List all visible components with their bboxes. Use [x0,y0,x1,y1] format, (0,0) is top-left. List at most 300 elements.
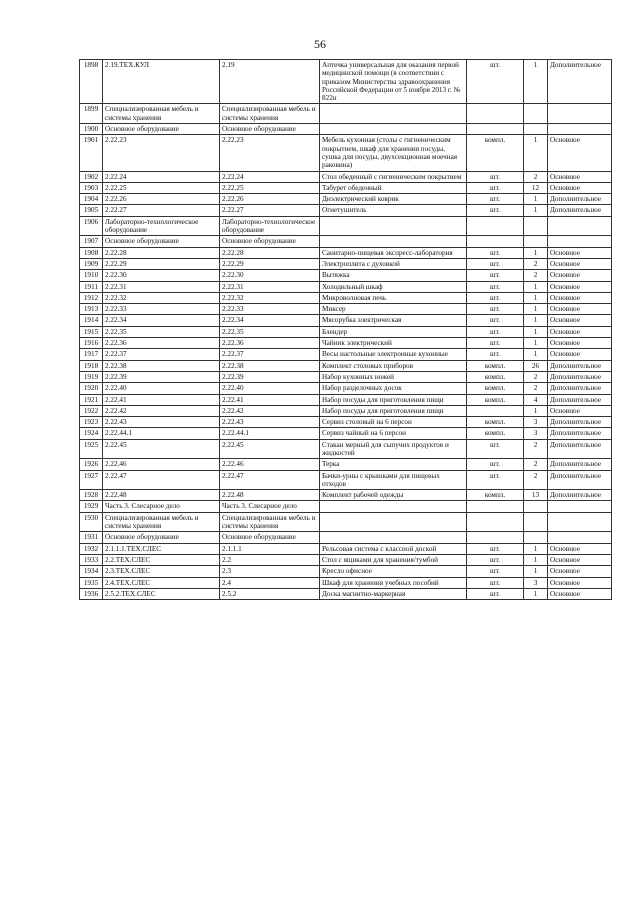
unit-cell [467,532,524,543]
reference-code-cell: Специализированная мебель и системы хранения [220,104,320,124]
table-row [80,236,612,247]
row-number-cell: 1899 [80,104,103,124]
item-code-cell: 2.22.31 [103,281,220,292]
table-row [80,315,612,326]
table-row [80,247,612,258]
equipment-type-cell: Основное [548,135,612,171]
equipment-type-cell [548,216,612,236]
item-name-cell: Огнетушитель [320,205,467,216]
item-code-cell: 2.3.ТЕХ.СЛЕС [103,566,220,577]
item-name-cell: Шкаф для хранения учебных пособий [320,577,467,588]
table-row [80,182,612,193]
table-row [80,360,612,371]
reference-code-cell: 2.22.27 [220,205,320,216]
table-row [80,124,612,135]
reference-code-cell: 2.22.25 [220,182,320,193]
item-name-cell [320,501,467,512]
equipment-type-cell: Основное [548,270,612,281]
table-row [80,292,612,303]
reference-code-cell: 2.22.39 [220,371,320,382]
reference-code-cell: 2.22.41 [220,394,320,405]
quantity-cell: 1 [524,588,548,599]
quantity-cell: 13 [524,490,548,501]
item-code-cell: 2.22.45 [103,439,220,459]
quantity-cell [524,236,548,247]
table-row [80,171,612,182]
row-number-cell: 1916 [80,338,103,349]
row-number-cell: 1900 [80,124,103,135]
item-name-cell: Комплект рабочей одежды [320,490,467,501]
table-row [80,543,612,554]
unit-cell: шт. [467,205,524,216]
item-name-cell: Сервиз столовый на 6 персон [320,417,467,428]
item-name-cell: Комплект столовых приборов [320,360,467,371]
table-row [80,394,612,405]
equipment-type-cell: Основное [548,349,612,360]
equipment-table [79,59,612,600]
quantity-cell: 4 [524,394,548,405]
item-name-cell: Табурет обеденный [320,182,467,193]
reference-code-cell: 2.22.24 [220,171,320,182]
equipment-type-cell [548,236,612,247]
unit-cell: шт. [467,566,524,577]
item-code-cell: 2.22.35 [103,326,220,337]
reference-code-cell: Основное оборудование [220,124,320,135]
row-number-cell: 1903 [80,182,103,193]
equipment-type-cell: Дополнительное [548,439,612,459]
item-code-cell: 2.22.26 [103,194,220,205]
equipment-type-cell: Основное [548,304,612,315]
reference-code-cell: 2.22.28 [220,247,320,258]
table-row [80,405,612,416]
item-name-cell: Мебель кухонная (столы с гигиеническим покрытием, шкаф для хранения посуды, сушка для посуды, двухсекционная моечная раковина) [320,135,467,171]
quantity-cell: 1 [524,566,548,577]
item-code-cell: 2.22.41 [103,394,220,405]
reference-code-cell: 2.22.33 [220,304,320,315]
equipment-type-cell: Дополнительное [548,371,612,382]
quantity-cell: 1 [524,304,548,315]
row-number-cell: 1922 [80,405,103,416]
row-number-cell: 1930 [80,512,103,532]
table-row [80,216,612,236]
reference-code-cell: 2.19 [220,60,320,104]
row-number-cell: 1909 [80,258,103,269]
table-row [80,194,612,205]
reference-code-cell: 2.22.36 [220,338,320,349]
item-code-cell: 2.22.37 [103,349,220,360]
item-code-cell: 2.22.42 [103,405,220,416]
table-row [80,326,612,337]
unit-cell [467,104,524,124]
quantity-cell [524,124,548,135]
row-number-cell: 1907 [80,236,103,247]
page-number: 56 [314,37,326,51]
quantity-cell: 3 [524,417,548,428]
row-number-cell: 1905 [80,205,103,216]
item-code-cell: 2.22.38 [103,360,220,371]
table-row [80,439,612,459]
unit-cell [467,501,524,512]
row-number-cell: 1902 [80,171,103,182]
unit-cell [467,512,524,532]
item-code-cell: 2.22.36 [103,338,220,349]
table-row [80,588,612,599]
item-code-cell: 2.22.34 [103,315,220,326]
reference-code-cell: 2.22.48 [220,490,320,501]
item-code-cell: 2.22.39 [103,371,220,382]
item-code-cell: 2.22.30 [103,270,220,281]
unit-cell: шт. [467,439,524,459]
item-name-cell: Микроволновая печь [320,292,467,303]
item-name-cell [320,532,467,543]
table-row [80,554,612,565]
unit-cell: шт. [467,171,524,182]
row-number-cell: 1919 [80,371,103,382]
equipment-type-cell: Дополнительное [548,428,612,439]
equipment-type-cell [548,501,612,512]
table-row [80,501,612,512]
unit-cell: шт. [467,281,524,292]
item-code-cell: 2.4.ТЕХ.СЛЕС [103,577,220,588]
quantity-cell: 26 [524,360,548,371]
item-code-cell: 2.22.25 [103,182,220,193]
item-code-cell: 2.22.46 [103,459,220,470]
item-code-cell: 2.22.28 [103,247,220,258]
item-name-cell: Блендер [320,326,467,337]
row-number-cell: 1927 [80,470,103,490]
equipment-type-cell: Основное [548,338,612,349]
reference-code-cell: 2.2 [220,554,320,565]
item-name-cell: Бачки-урны с крышками для пищевых отходов [320,470,467,490]
quantity-cell [524,104,548,124]
quantity-cell: 1 [524,543,548,554]
row-number-cell: 1898 [80,60,103,104]
table-row [80,532,612,543]
row-number-cell: 1932 [80,543,103,554]
item-code-cell: 2.22.33 [103,304,220,315]
table-row [80,281,612,292]
equipment-type-cell: Основное [548,258,612,269]
item-name-cell: Набор разделочных досок [320,383,467,394]
table-row [80,205,612,216]
unit-cell: шт. [467,182,524,193]
item-name-cell [320,512,467,532]
item-code-cell: 2.2.ТЕХ.СЛЕС [103,554,220,565]
unit-cell: шт. [467,304,524,315]
row-number-cell: 1914 [80,315,103,326]
unit-cell [467,405,524,416]
item-name-cell: Диэлектрический коврик [320,194,467,205]
reference-code-cell: 2.22.44.1 [220,428,320,439]
table-row [80,338,612,349]
reference-code-cell: 2.22.38 [220,360,320,371]
row-number-cell: 1912 [80,292,103,303]
row-number-cell: 1923 [80,417,103,428]
reference-code-cell: 2.22.37 [220,349,320,360]
quantity-cell: 2 [524,383,548,394]
quantity-cell: 2 [524,171,548,182]
quantity-cell: 1 [524,247,548,258]
unit-cell: компл. [467,417,524,428]
item-name-cell: Весы настольные электронные кухонные [320,349,467,360]
item-name-cell: Мясорубка электрическая [320,315,467,326]
row-number-cell: 1925 [80,439,103,459]
item-code-cell: 2.5.2.ТЕХ.СЛЕС [103,588,220,599]
quantity-cell: 1 [524,205,548,216]
item-name-cell: Холодильный шкаф [320,281,467,292]
quantity-cell: 3 [524,577,548,588]
quantity-cell: 1 [524,338,548,349]
row-number-cell: 1910 [80,270,103,281]
equipment-type-cell: Дополнительное [548,60,612,104]
row-number-cell: 1936 [80,588,103,599]
item-code-cell: Специализированная мебель и системы хранения [103,512,220,532]
equipment-type-cell: Основное [548,577,612,588]
quantity-cell: 3 [524,428,548,439]
row-number-cell: 1926 [80,459,103,470]
quantity-cell: 1 [524,60,548,104]
reference-code-cell: 2.22.43 [220,417,320,428]
unit-cell: компл. [467,135,524,171]
quantity-cell: 2 [524,371,548,382]
equipment-type-cell [548,532,612,543]
table-row [80,60,612,104]
item-name-cell [320,124,467,135]
table-row [80,349,612,360]
equipment-type-cell: Основное [548,171,612,182]
item-code-cell: Лабораторно-технологическое оборудование [103,216,220,236]
item-name-cell: Кресло офисное [320,566,467,577]
table-row [80,470,612,490]
row-number-cell: 1934 [80,566,103,577]
item-code-cell: 2.19.ТЕХ.КУЛ [103,60,220,104]
unit-cell: шт. [467,258,524,269]
reference-code-cell: 2.22.45 [220,439,320,459]
row-number-cell: 1911 [80,281,103,292]
quantity-cell: 1 [524,315,548,326]
unit-cell: компл. [467,490,524,501]
row-number-cell: 1931 [80,532,103,543]
unit-cell: шт. [467,292,524,303]
item-name-cell: Терка [320,459,467,470]
item-code-cell: Часть 3. Слесарное дело [103,501,220,512]
unit-cell [467,216,524,236]
row-number-cell: 1921 [80,394,103,405]
row-number-cell: 1906 [80,216,103,236]
row-number-cell: 1918 [80,360,103,371]
quantity-cell: 2 [524,470,548,490]
item-code-cell: Специализированная мебель и системы хранения [103,104,220,124]
item-name-cell [320,236,467,247]
equipment-type-cell: Основное [548,247,612,258]
quantity-cell [524,501,548,512]
table-row [80,304,612,315]
quantity-cell: 1 [524,405,548,416]
equipment-type-cell [548,512,612,532]
equipment-type-cell: Основное [548,543,612,554]
row-number-cell: 1935 [80,577,103,588]
table-row [80,104,612,124]
reference-code-cell: 2.22.34 [220,315,320,326]
unit-cell: шт. [467,194,524,205]
reference-code-cell: 2.22.35 [220,326,320,337]
unit-cell: шт. [467,554,524,565]
unit-cell [467,236,524,247]
equipment-type-cell: Дополнительное [548,383,612,394]
table-row [80,566,612,577]
equipment-type-cell: Дополнительное [548,490,612,501]
unit-cell: компл. [467,383,524,394]
item-name-cell: Стол с ящиками для хранения/тумбой [320,554,467,565]
item-name-cell [320,104,467,124]
row-number-cell: 1908 [80,247,103,258]
reference-code-cell: 2.1.1.1 [220,543,320,554]
reference-code-cell: 2.22.40 [220,383,320,394]
item-name-cell: Набор посуды для приготовления пищи [320,405,467,416]
unit-cell: шт. [467,588,524,599]
unit-cell: шт. [467,349,524,360]
quantity-cell: 1 [524,135,548,171]
unit-cell: компл. [467,371,524,382]
unit-cell: шт. [467,459,524,470]
item-code-cell: 2.1.1.1.ТЕХ.СЛЕС [103,543,220,554]
item-name-cell: Чайник электрический [320,338,467,349]
unit-cell: шт. [467,247,524,258]
reference-code-cell: 2.22.23 [220,135,320,171]
reference-code-cell: 2.22.30 [220,270,320,281]
item-code-cell: 2.22.23 [103,135,220,171]
row-number-cell: 1920 [80,383,103,394]
equipment-type-cell: Основное [548,326,612,337]
equipment-type-cell: Дополнительное [548,360,612,371]
equipment-type-cell: Дополнительное [548,470,612,490]
unit-cell: шт. [467,543,524,554]
item-code-cell: 2.22.32 [103,292,220,303]
unit-cell: компл. [467,428,524,439]
quantity-cell: 1 [524,194,548,205]
quantity-cell: 2 [524,270,548,281]
item-code-cell: Основное оборудование [103,236,220,247]
quantity-cell: 1 [524,349,548,360]
reference-code-cell: Основное оборудование [220,532,320,543]
item-code-cell: 2.22.40 [103,383,220,394]
quantity-cell: 1 [524,554,548,565]
table-row [80,428,612,439]
row-number-cell: 1929 [80,501,103,512]
equipment-type-cell: Дополнительное [548,194,612,205]
item-name-cell: Миксер [320,304,467,315]
item-name-cell: Аптечка универсальная для оказания первой медицинской помощи (в соответствии с приказом Министерства здравоохранения Российской Федерации от 5 ноября 2013 г. № 822н [320,60,467,104]
unit-cell [467,124,524,135]
item-code-cell: 2.22.27 [103,205,220,216]
table-row [80,383,612,394]
quantity-cell: 2 [524,258,548,269]
quantity-cell [524,532,548,543]
reference-code-cell: 2.4 [220,577,320,588]
quantity-cell [524,512,548,532]
unit-cell: компл. [467,360,524,371]
quantity-cell: 12 [524,182,548,193]
equipment-type-cell: Основное [548,588,612,599]
item-code-cell: 2.22.24 [103,171,220,182]
equipment-type-cell: Основное [548,554,612,565]
equipment-type-cell: Дополнительное [548,394,612,405]
unit-cell: шт. [467,60,524,104]
reference-code-cell: 2.3 [220,566,320,577]
item-code-cell: Основное оборудование [103,124,220,135]
table-row [80,417,612,428]
quantity-cell: 2 [524,459,548,470]
row-number-cell: 1913 [80,304,103,315]
item-name-cell: Рельсовая система с классной доской [320,543,467,554]
equipment-type-cell: Основное [548,182,612,193]
unit-cell: шт. [467,315,524,326]
reference-code-cell: 2.5.2 [220,588,320,599]
quantity-cell: 1 [524,326,548,337]
item-name-cell: Санитарно-пищевая экспресс-лаборатория [320,247,467,258]
reference-code-cell: Лабораторно-технологическое оборудование [220,216,320,236]
equipment-type-cell: Основное [548,315,612,326]
equipment-type-cell: Основное [548,566,612,577]
unit-cell: шт. [467,470,524,490]
unit-cell: шт. [467,338,524,349]
quantity-cell: 1 [524,281,548,292]
item-name-cell: Сервиз чайный на 6 персон [320,428,467,439]
unit-cell: шт. [467,577,524,588]
equipment-type-cell: Дополнительное [548,459,612,470]
equipment-type-cell: Основное [548,405,612,416]
item-code-cell: 2.22.48 [103,490,220,501]
table-row [80,270,612,281]
item-code-cell: Основное оборудование [103,532,220,543]
reference-code-cell: 2.22.42 [220,405,320,416]
equipment-type-cell: Дополнительное [548,205,612,216]
equipment-type-cell: Основное [548,292,612,303]
item-name-cell: Набор кухонных ножей [320,371,467,382]
item-name-cell: Стакан мерный для сыпучих продуктов и жидкостей [320,439,467,459]
reference-code-cell: 2.22.46 [220,459,320,470]
item-code-cell: 2.22.44.1 [103,428,220,439]
row-number-cell: 1904 [80,194,103,205]
row-number-cell: 1924 [80,428,103,439]
equipment-type-cell [548,104,612,124]
item-name-cell: Доска магнитно-маркерная [320,588,467,599]
reference-code-cell: Основное оборудование [220,236,320,247]
table-row [80,258,612,269]
unit-cell: шт. [467,326,524,337]
row-number-cell: 1915 [80,326,103,337]
row-number-cell: 1933 [80,554,103,565]
item-name-cell: Набор посуды для приготовления пищи [320,394,467,405]
quantity-cell: 1 [524,292,548,303]
item-code-cell: 2.22.47 [103,470,220,490]
unit-cell: компл. [467,394,524,405]
table-row [80,512,612,532]
equipment-type-cell [548,124,612,135]
row-number-cell: 1917 [80,349,103,360]
quantity-cell: 2 [524,439,548,459]
quantity-cell [524,216,548,236]
reference-code-cell: 2.22.32 [220,292,320,303]
table-row [80,135,612,171]
equipment-type-cell: Основное [548,281,612,292]
reference-code-cell: Часть 3. Слесарное дело [220,501,320,512]
reference-code-cell: Специализированная мебель и системы хранения [220,512,320,532]
reference-code-cell: 2.22.26 [220,194,320,205]
reference-code-cell: 2.22.47 [220,470,320,490]
item-code-cell: 2.22.29 [103,258,220,269]
item-name-cell: Вытяжка [320,270,467,281]
